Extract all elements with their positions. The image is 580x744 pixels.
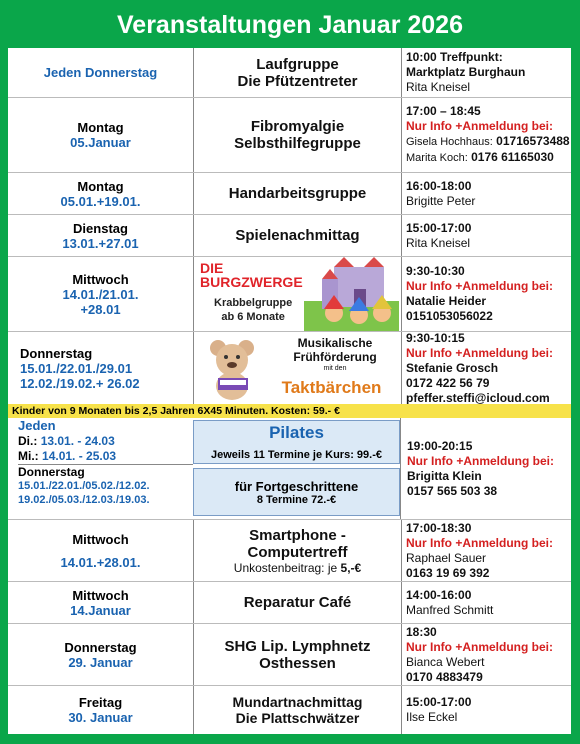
table-row (8, 520, 571, 582)
table-row (8, 332, 571, 404)
table-row (8, 624, 571, 686)
event-info: 9:30-10:15 Nur Info +Anmeldung bei: Stefanie Grosch 0172 422 56 79 pfeffer.steffi@icloud.com (406, 330, 553, 405)
event-title: Laufgruppe Die Pfützentreter (193, 48, 402, 97)
event-date: Montag 05.Januar (70, 120, 131, 150)
pilates-advanced-box: für Fortgeschrittene 8 Termine 72.-€ (193, 468, 400, 516)
event-title: Fibromyalgie Selbsthilfegruppe (193, 98, 402, 172)
info-banner: Kinder von 9 Monaten bis 2,5 Jahren 6X45 Minuten. Kosten: 59.- € (8, 404, 571, 418)
table-row (8, 582, 571, 624)
event-title: SHG Lip. Lymphnetz Osthessen (193, 624, 402, 685)
page-title: Veranstaltungen Januar 2026 (117, 10, 463, 39)
event-info: 10:00 Treffpunkt: Marktplatz Burghaun Rita Kneisel (406, 50, 526, 94)
event-info: 18:30 Nur Info +Anmeldung bei: Bianca Webert 0170 4883479 (406, 624, 553, 684)
event-title: Reparatur Café (193, 582, 402, 623)
event-title: Handarbeitsgruppe (193, 173, 402, 214)
table-row (8, 257, 571, 332)
taktbaerchen-logo: Musikalische Frühförderung mit den Taktbärchen (193, 332, 402, 404)
table-row (8, 173, 571, 215)
events-table (8, 48, 571, 734)
table-row (8, 48, 571, 98)
event-date: Mittwoch 14.01./21.01. +28.01 (62, 271, 139, 317)
event-date: Mittwoch 14.01.+28.01. (60, 531, 141, 570)
event-info: 15:00-17:00 Rita Kneisel (406, 220, 472, 250)
event-info: 9:30-10:30 Nur Info +Anmeldung bei: Natalie Heider 0151053056022 (406, 264, 553, 323)
event-date: Mittwoch 14.Januar (70, 587, 131, 618)
event-info: 15:00-17:00 Ilse Eckel (406, 695, 472, 724)
event-info: 14:00-16:00 Manfred Schmitt (406, 587, 494, 617)
event-date: Jeden Di.: 13.01. - 24.03 Mi.: 14.01. - 25.03 Donnerstag 15.01./22.01./05.02./12.02. 19.02./05.03./12.03./19.03. (8, 418, 193, 520)
event-info: 17:00-18:30 Nur Info +Anmeldung bei: Raphael Sauer 0163 19 69 392 (406, 520, 553, 580)
pilates-box: Pilates Jeweils 11 Termine je Kurs: 99.-€ (193, 420, 400, 464)
event-title: Smartphone - Computertreff Unkostenbeitrag: je 5,-€ (193, 520, 402, 581)
event-date: Jeden Donnerstag (43, 65, 158, 80)
bear-icon (200, 334, 270, 404)
event-info: 17:00 – 18:45 Nur Info +Anmeldung bei: Gisela Hochhaus: 01716573488 Marita Koch: 0176 61165030 (406, 104, 570, 164)
table-row (8, 418, 571, 520)
event-date: Donnerstag 15.01./22.01./29.01 12.02./19.02.+ 26.02 (20, 345, 140, 391)
event-title: Spielenachmittag (193, 215, 402, 256)
burgzwerge-logo: DIE BURGZWERGE Krabbelgruppe ab 6 Monate (193, 257, 402, 331)
event-title: Mundartnachmittag Die Plattschwätzer (193, 686, 402, 734)
event-info: 16:00-18:00 Brigitte Peter (406, 178, 476, 208)
event-date: Donnerstag 29. Januar (64, 639, 137, 670)
event-date: Montag 05.01.+19.01. (60, 178, 141, 209)
table-row (8, 215, 571, 257)
event-date: Dienstag 13.01.+27.01 (62, 220, 139, 251)
event-date: Freitag 30. Januar (68, 695, 133, 725)
table-row (8, 98, 571, 173)
event-info: 19:00-20:15 Nur Info +Anmeldung bei: Brigitta Klein 0157 565 503 38 (400, 418, 571, 519)
table-row (8, 686, 571, 734)
